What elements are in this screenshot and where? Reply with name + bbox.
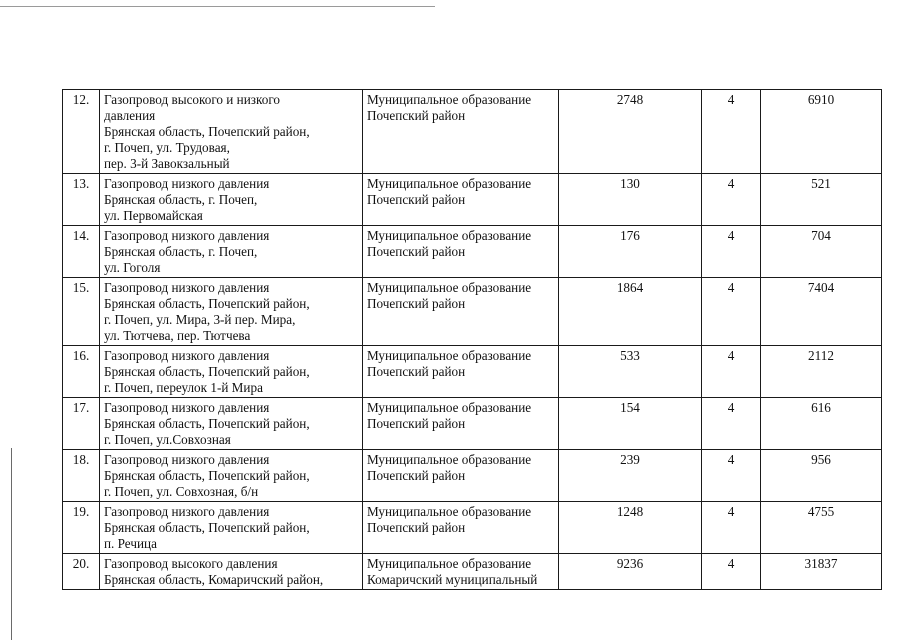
object-name-line: Брянская область, Почепский район,	[104, 364, 310, 379]
object-name-line: г. Почеп, ул. Совхозная, б/н	[104, 484, 259, 499]
owner-cell	[363, 278, 559, 346]
object-name-line: Газопровод низкого давления	[104, 400, 270, 415]
cost-cell: 704	[761, 226, 882, 278]
table-row	[63, 174, 882, 226]
row-number-cell: 19.	[63, 502, 100, 554]
owner-line: Почепский район	[367, 244, 466, 259]
object-name-cell	[100, 554, 363, 590]
owner-cell	[363, 90, 559, 174]
owner-cell	[363, 398, 559, 450]
cost-cell: 521	[761, 174, 882, 226]
length-cell: 1248	[559, 502, 702, 554]
table-row	[63, 278, 882, 346]
row-number-cell: 15.	[63, 278, 100, 346]
object-name-line: ул. Гоголя	[104, 260, 161, 275]
object-name-cell	[100, 90, 363, 174]
length-cell: 1864	[559, 278, 702, 346]
row-number-cell: 18.	[63, 450, 100, 502]
object-name-line: Брянская область, г. Почеп,	[104, 244, 258, 259]
object-name-cell	[100, 450, 363, 502]
owner-line: Муниципальное образование	[367, 92, 532, 107]
object-name-cell	[100, 174, 363, 226]
table-body	[63, 90, 882, 590]
row-number-cell: 16.	[63, 346, 100, 398]
owner-cell	[363, 226, 559, 278]
owner-cell	[363, 502, 559, 554]
owner-cell	[363, 174, 559, 226]
table-row	[63, 226, 882, 278]
cost-cell: 7404	[761, 278, 882, 346]
owner-line: Почепский район	[367, 108, 466, 123]
length-cell: 533	[559, 346, 702, 398]
object-name-line: Газопровод высокого и низкого	[104, 92, 280, 107]
table-row	[63, 450, 882, 502]
owner-line: Муниципальное образование	[367, 504, 532, 519]
object-name-line: Брянская область, Почепский район,	[104, 468, 310, 483]
object-name-line: г. Почеп, ул. Трудовая,	[104, 140, 230, 155]
owner-cell	[363, 450, 559, 502]
owner-cell	[363, 554, 559, 590]
category-cell: 4	[702, 174, 761, 226]
object-name-line: Брянская область, Почепский район,	[104, 520, 310, 535]
row-number-cell: 12.	[63, 90, 100, 174]
object-name-line: ул. Первомайская	[104, 208, 203, 223]
object-name-line: Брянская область, Почепский район,	[104, 416, 310, 431]
owner-line: Почепский район	[367, 192, 466, 207]
object-name-line: Газопровод низкого давления	[104, 228, 270, 243]
object-name-cell	[100, 278, 363, 346]
object-name-line: Брянская область, Почепский район,	[104, 296, 310, 311]
object-name-line: Газопровод высокого давления	[104, 556, 278, 571]
length-cell: 9236	[559, 554, 702, 590]
owner-line: Почепский район	[367, 416, 466, 431]
category-cell: 4	[702, 90, 761, 174]
cost-cell: 31837	[761, 554, 882, 590]
scan-edge-line-left	[11, 448, 12, 640]
owner-cell	[363, 346, 559, 398]
object-name-line: давления	[104, 108, 156, 123]
owner-line: Почепский район	[367, 520, 466, 535]
category-cell: 4	[702, 226, 761, 278]
object-name-line: Брянская область, г. Почеп,	[104, 192, 258, 207]
owner-line: Муниципальное образование	[367, 452, 532, 467]
length-cell: 154	[559, 398, 702, 450]
owner-line: Муниципальное образование	[367, 348, 532, 363]
category-cell: 4	[702, 398, 761, 450]
row-number-cell: 20.	[63, 554, 100, 590]
cost-cell: 2112	[761, 346, 882, 398]
owner-line: Муниципальное образование	[367, 400, 532, 415]
row-number-cell: 13.	[63, 174, 100, 226]
table-row	[63, 502, 882, 554]
row-number-cell: 14.	[63, 226, 100, 278]
object-name-cell	[100, 398, 363, 450]
object-name-cell	[100, 502, 363, 554]
row-number-cell: 17.	[63, 398, 100, 450]
object-name-line: Газопровод низкого давления	[104, 504, 270, 519]
owner-line: Комаричский муниципальный	[367, 572, 538, 587]
object-name-line: г. Почеп, ул.Совхозная	[104, 432, 231, 447]
object-name-line: Брянская область, Почепский район,	[104, 124, 310, 139]
length-cell: 130	[559, 174, 702, 226]
owner-line: Муниципальное образование	[367, 176, 532, 191]
category-cell: 4	[702, 450, 761, 502]
owner-line: Почепский район	[367, 296, 466, 311]
object-name-line: п. Речица	[104, 536, 157, 551]
table-row	[63, 554, 882, 590]
object-name-line: г. Почеп, ул. Мира, 3-й пер. Мира,	[104, 312, 296, 327]
table-row	[63, 398, 882, 450]
object-name-cell	[100, 346, 363, 398]
owner-line: Муниципальное образование	[367, 280, 532, 295]
category-cell: 4	[702, 554, 761, 590]
object-name-line: Газопровод низкого давления	[104, 280, 270, 295]
object-name-line: Газопровод низкого давления	[104, 348, 270, 363]
object-name-line: ул. Тютчева, пер. Тютчева	[104, 328, 251, 343]
object-name-line: Газопровод низкого давления	[104, 452, 270, 467]
owner-line: Муниципальное образование	[367, 556, 532, 571]
cost-cell: 4755	[761, 502, 882, 554]
scan-edge-line-top	[0, 6, 435, 7]
owner-line: Муниципальное образование	[367, 228, 532, 243]
length-cell: 239	[559, 450, 702, 502]
object-name-line: Брянская область, Комаричский район,	[104, 572, 324, 587]
owner-line: Почепский район	[367, 468, 466, 483]
length-cell: 2748	[559, 90, 702, 174]
cost-cell: 956	[761, 450, 882, 502]
table-row	[63, 90, 882, 174]
table-row	[63, 346, 882, 398]
owner-line: Почепский район	[367, 364, 466, 379]
category-cell: 4	[702, 502, 761, 554]
category-cell: 4	[702, 346, 761, 398]
cost-cell: 6910	[761, 90, 882, 174]
object-name-line: Газопровод низкого давления	[104, 176, 270, 191]
object-name-line: г. Почеп, переулок 1-й Мира	[104, 380, 263, 395]
gas-pipeline-table	[62, 89, 882, 590]
length-cell: 176	[559, 226, 702, 278]
object-name-cell	[100, 226, 363, 278]
object-name-line: пер. 3-й Завокзальный	[104, 156, 230, 171]
category-cell: 4	[702, 278, 761, 346]
cost-cell: 616	[761, 398, 882, 450]
